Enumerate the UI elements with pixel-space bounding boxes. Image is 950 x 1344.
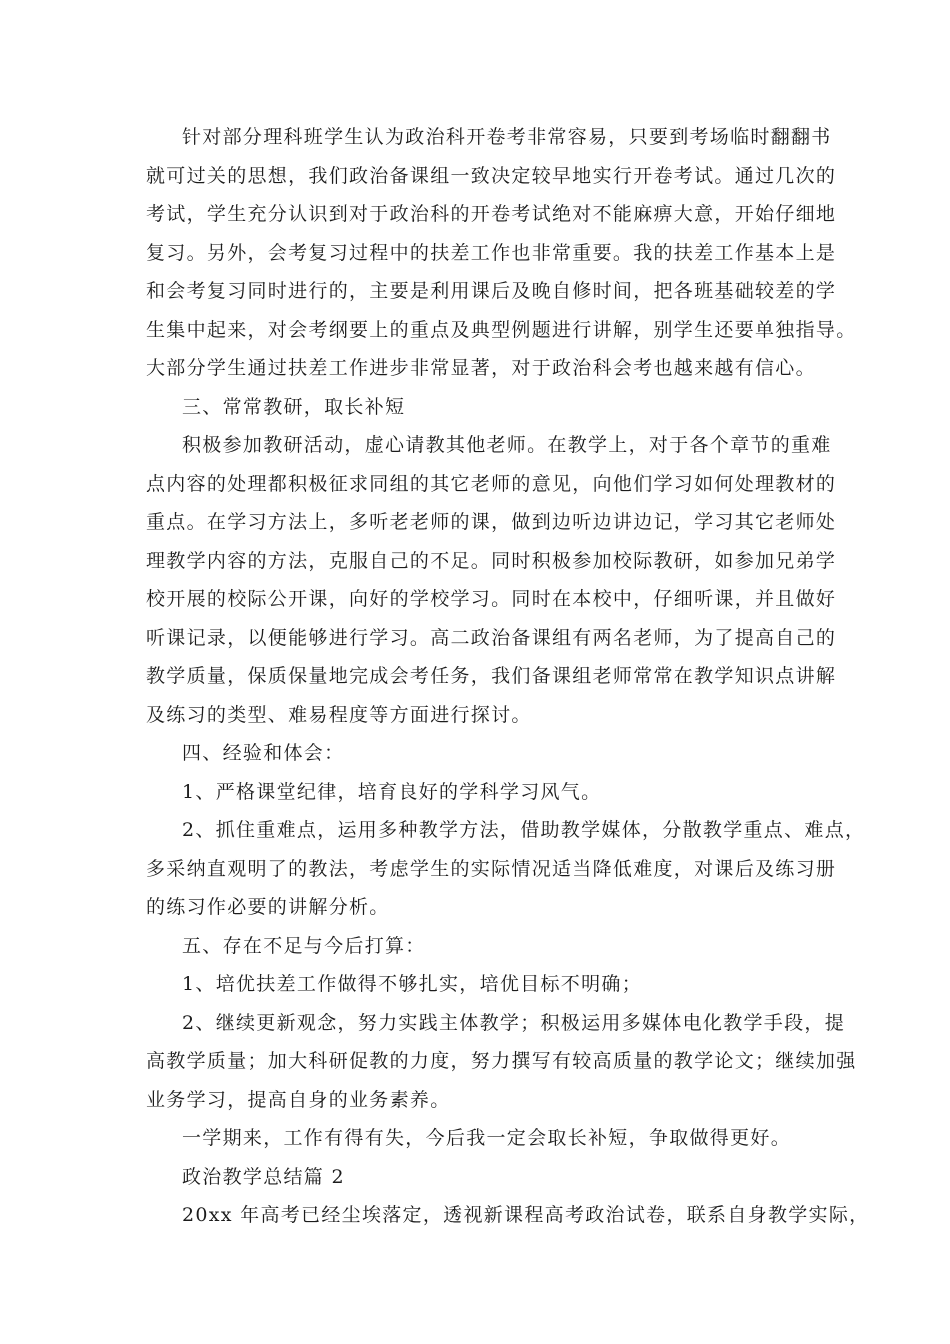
paragraph-line: 听课记录，以便能够进行学习。高二政治备课组有两名老师，为了提高自己的: [146, 627, 837, 649]
paragraph-line: 点内容的处理都积极征求同组的其它老师的意见，向他们学习如何处理教材的: [146, 473, 837, 495]
paragraph-line: 重点。在学习方法上，多听老老师的课，做到边听边讲边记，学习其它老师处: [146, 511, 837, 533]
section-heading: 五、存在不足与今后打算：: [182, 935, 426, 957]
paragraph-line: 针对部分理科班学生认为政治科开卷考非常容易，只要到考场临时翻翻书: [182, 126, 832, 148]
paragraph-line: 教学质量，保质保量地完成会考任务，我们备课组老师常常在教学知识点讲解: [146, 665, 837, 687]
paragraph-line: 大部分学生通过扶差工作进步非常显著，对于政治科会考也越来越有信心。: [146, 357, 816, 379]
paragraph-line: 一学期来，工作有得有失，今后我一定会取长补短，争取做得更好。: [182, 1127, 792, 1149]
paragraph-line: 积极参加教研活动，虚心请教其他老师。在教学上，对于各个章节的重难: [182, 434, 832, 456]
section-heading: 四、经验和体会：: [182, 742, 345, 764]
paragraph-line: 业务学习，提高自身的业务素养。: [146, 1089, 451, 1111]
paragraph-line: 及练习的类型、难易程度等方面进行探讨。: [146, 704, 532, 726]
list-item: 2、继续更新观念，努力实践主体教学；积极运用多媒体电化教学手段，提: [182, 1012, 845, 1034]
article-title: 政治教学总结篇 2: [182, 1166, 345, 1188]
paragraph-line: 的练习作必要的讲解分析。: [146, 896, 390, 918]
paragraph-line: 校开展的校际公开课，向好的学校学习。同时在本校中，仔细听课，并且做好: [146, 588, 837, 610]
list-item: 1、培优扶差工作做得不够扎实，培优目标不明确；: [182, 973, 642, 995]
paragraph-line: 和会考复习同时进行的，主要是利用课后及晚自修时间，把各班基础较差的学: [146, 280, 837, 302]
list-item: 1、严格课堂纪律，培育良好的学科学习风气。: [182, 781, 602, 803]
section-heading: 三、常常教研，取长补短: [182, 396, 406, 418]
list-item: 2、抓住重难点，运用多种教学方法，借助教学媒体，分散教学重点、难点，: [182, 819, 866, 841]
paragraph-line: 复习。另外，会考复习过程中的扶差工作也非常重要。我的扶差工作基本上是: [146, 242, 837, 264]
paragraph-line: 考试，学生充分认识到对于政治科的开卷考试绝对不能麻痹大意，开始仔细地: [146, 203, 837, 225]
paragraph-line: 多采纳直观明了的教法，考虑学生的实际情况适当降低难度，对课后及练习册: [146, 858, 837, 880]
paragraph-line: 理教学内容的方法，克服自己的不足。同时积极参加校际教研，如参加兄弟学: [146, 550, 837, 572]
paragraph-line: 生集中起来，对会考纲要上的重点及典型例题进行讲解，别学生还要单独指导。: [146, 319, 857, 341]
paragraph-line: 就可过关的思想，我们政治备课组一致决定较早地实行开卷考试。通过几次的: [146, 165, 837, 187]
paragraph-line: 20xx 年高考已经尘埃落定，透视新课程高考政治试卷，联系自身教学实际，: [182, 1204, 870, 1226]
paragraph-line: 高教学质量；加大科研促教的力度，努力撰写有较高质量的教学论文；继续加强: [146, 1050, 857, 1072]
